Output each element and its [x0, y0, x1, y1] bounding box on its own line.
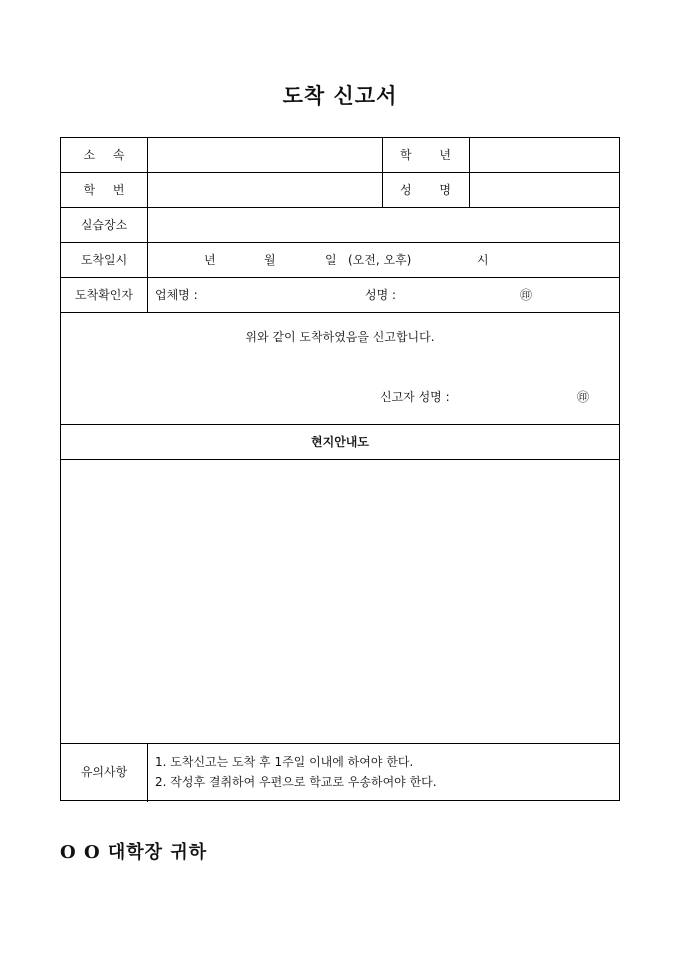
map-section-heading: 현지안내도 — [311, 435, 369, 449]
confirmer-name-label: 성명 : — [365, 288, 397, 302]
document-title: 도착 신고서 — [282, 83, 398, 108]
column-divider — [147, 743, 148, 802]
declaration-text: 위와 같이 도착하였음을 신고합니다. — [245, 330, 435, 344]
addressee: O O 대학장 귀하 — [60, 842, 208, 863]
seal-mark: ㊞ — [520, 288, 533, 302]
reporter-name-label: 신고자 성명 : — [380, 390, 450, 404]
day-unit: 일 — [325, 253, 337, 267]
row-divider — [61, 207, 619, 208]
year-unit: 년 — [204, 253, 216, 267]
ampm-choice: (오전, 오후) — [348, 253, 412, 267]
label-practice-place: 실습장소 — [80, 218, 128, 232]
company-name-label: 업체명 : — [155, 288, 198, 302]
row-divider — [61, 424, 619, 425]
label-arrival-confirmer: 도착확인자 — [75, 288, 133, 302]
month-unit: 월 — [264, 253, 276, 267]
label-grade: 학 년 — [400, 148, 451, 162]
hour-unit: 시 — [477, 253, 489, 267]
note-item: 2. 작성후 결취하여 우편으로 학교로 우송하여야 한다. — [155, 775, 437, 789]
note-item: 1. 도착신고는 도착 후 1주일 이내에 하여야 한다. — [155, 755, 414, 769]
label-student-id: 학 번 — [83, 183, 125, 197]
arrival-report-form — [60, 137, 620, 801]
column-divider — [469, 138, 470, 207]
notes-label: 유의사항 — [80, 765, 128, 779]
row-divider — [61, 743, 619, 744]
row-divider — [61, 312, 619, 313]
reporter-seal-mark: ㊞ — [577, 390, 590, 404]
row-divider — [61, 277, 619, 278]
row-divider — [61, 242, 619, 243]
label-affiliation: 소 속 — [83, 148, 125, 162]
row-divider — [61, 172, 619, 173]
row-divider — [61, 459, 619, 460]
label-name: 성 명 — [400, 183, 451, 197]
column-divider — [147, 138, 148, 312]
label-arrival-datetime: 도착일시 — [80, 253, 128, 267]
